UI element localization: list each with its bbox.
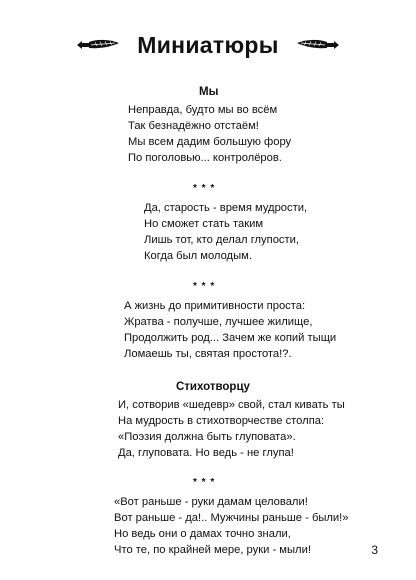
poem-line: Но сможет стать таким	[144, 218, 264, 230]
section-separator: * * *	[193, 183, 216, 194]
page-header	[0, 28, 416, 62]
poem-line: Продолжить род... Зачем же копий тыщи	[124, 332, 337, 344]
poem-line: Когда был молодым.	[144, 250, 252, 262]
page-title: Миниатюры	[137, 31, 279, 58]
poem-line: Но ведь они о дамах точно знали,	[114, 528, 291, 540]
poem-line: «Вот раньше - руки дамам целовали!	[114, 496, 308, 508]
page-number: 3	[371, 543, 378, 557]
poem-line: По поголовью... контролёров.	[128, 152, 282, 164]
poem-line: А жизнь до примитивности проста:	[124, 300, 306, 312]
poem-line: Да, глуповата. Но ведь - не глупа!	[118, 447, 294, 459]
poem-line: Вот раньше - да!.. Мужчины раньше - были!»	[114, 512, 349, 524]
quill-pen-icon	[295, 37, 341, 53]
poem-line: Неправда, будто мы во всём	[128, 104, 278, 116]
poem-line: Лишь тот, кто делал глупости,	[144, 234, 300, 246]
poem-heading: Стихотворцу	[176, 381, 250, 393]
poem-line: Мы всем дадим большую фору	[128, 136, 292, 148]
poem-line: Ломаешь ты, святая простота!?.	[124, 348, 292, 360]
quill-pen-icon	[75, 37, 121, 53]
poem-heading: Мы	[199, 86, 219, 98]
poem-line: Так безнадёжно отстаём!	[128, 120, 259, 132]
poem-line: Что те, по крайней мере, руки - мыли!	[114, 544, 311, 556]
poem-line: Жратва - получше, лучшее жилище,	[124, 316, 313, 328]
poem-line: Да, старость - время мудрости,	[144, 202, 308, 214]
poem-line: И, сотворив «шедевр» свой, стал кивать ты	[118, 399, 345, 411]
poem-line: На мудрость в стихотворчестве столпа:	[118, 415, 325, 427]
poem-line: «Поэзия должна быть глуповата».	[118, 431, 296, 443]
section-separator: * * *	[193, 281, 216, 292]
section-separator: * * *	[193, 477, 216, 488]
